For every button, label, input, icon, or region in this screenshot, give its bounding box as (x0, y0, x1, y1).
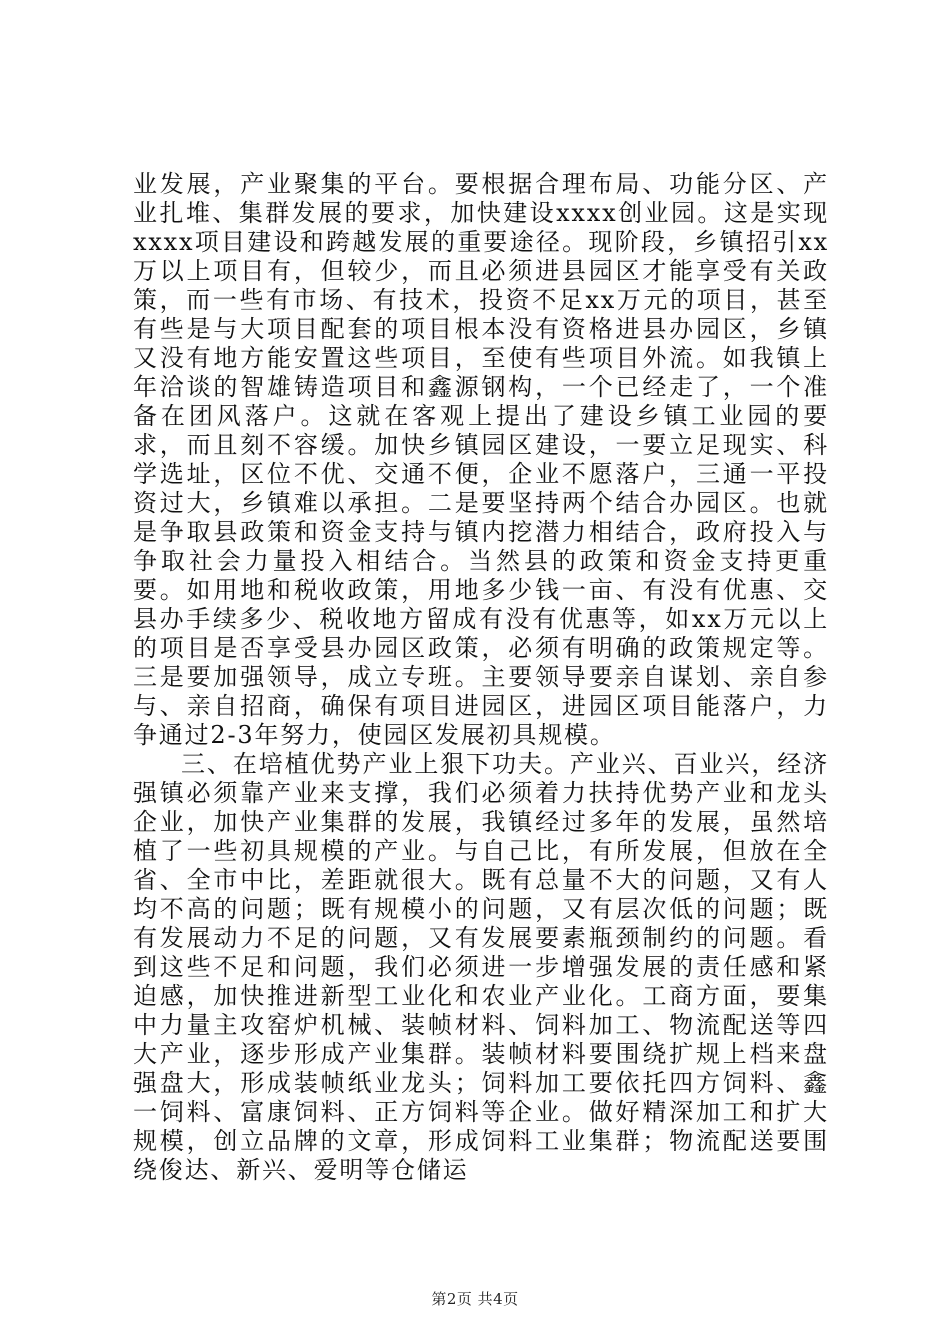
paragraph-2-section-three: 三、在培植优势产业上狠下功夫。产业兴、百业兴，经济强镇必须靠产业来支撑，我们必须着力扶持优势产业和龙头企业，加快产业集群的发展，我镇经过多年的发展，虽然培植了一些初具规模的产业。与自己比，有所发展，但放在全省、全市中比，差距就很大。既有总量不大的问题，又有人均不高的问题；既有规模小的问题，又有层次低的问题；既有发展动力不足的问题，又有发展要素瓶颈制约的问题。看到这些不足和问题，我们必须进一步增强发展的责任感和紧迫感，加快推进新型工业化和农业产业化。工商方面，要集中力量主攻窑炉机械、装帧材料、饲料加工、物流配送等四大产业，逐步形成产业集群。装帧材料要围绕扩规上档来盘强盘大，形成装帧纸业龙头；饲料加工要依托四方饲料、鑫一饲料、富康饲料、正方饲料等企业。做好精深加工和扩大规模，创立品牌的文章，形成饲料工业集群；物流配送要围绕俊达、新兴、爱明等仓储运 (133, 750, 829, 1184)
document-body (133, 170, 829, 1185)
page-number-footer: 第2页 共4页 (431, 1290, 519, 1308)
paragraph-1: 业发展，产业聚集的平台。要根据合理布局、功能分区、产业扎堆、集群发展的要求，加快建设xxxx创业园。这是实现xxxx项目建设和跨越发展的重要途径。现阶段，乡镇招引xx万以上项目有，但较少，而且必须进县园区才能享受有关政策，而一些有市场、有技术，投资不足xx万元的项目，甚至有些是与大项目配套的项目根本没有资格进县办园区，乡镇又没有地方能安置这些项目，至使有些项目外流。如我镇上年洽谈的智雄铸造项目和鑫源钢构，一个已经走了，一个准备在团风落户。这就在客观上提出了建设乡镇工业园的要求，而且刻不容缓。加快乡镇园区建设，一要立足现实、科学选址，区位不优、交通不便，企业不愿落户，三通一平投资过大，乡镇难以承担。二是要坚持两个结合办园区。也就是争取县政策和资金支持与镇内挖潜力相结合，政府投入与争取社会力量投入相结合。当然县的政策和资金支持更重要。如用地和税收政策，用地多少钱一亩、有没有优惠、交县办手续多少、税收地方留成有没有优惠等，如xx万元以上的项目是否享受县办园区政策，必须有明确的政策规定等。三是要加强领导，成立专班。主要领导要亲自谋划、亲自参与、亲自招商，确保有项目进园区，进园区项目能落户，力争通过2-3年努力，使园区发展初具规模。 (133, 170, 829, 749)
